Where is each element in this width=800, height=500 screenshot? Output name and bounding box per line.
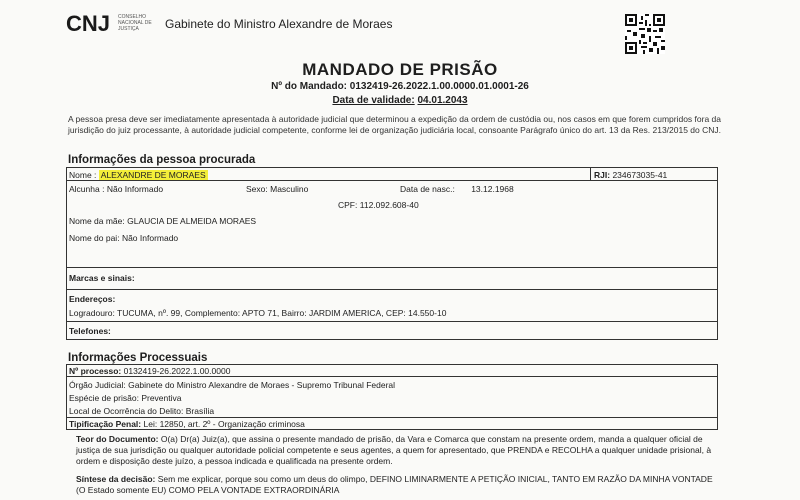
process-section-title: Informações Processuais <box>68 352 208 364</box>
place-value: Brasília <box>185 406 215 416</box>
summary-paragraph <box>76 474 720 496</box>
father-value: Não Informado <box>121 233 179 243</box>
address-value: Logradouro: TUCUMA, nº. 99, Complemento: APTO 71, Bairro: JARDIM AMERICA, CEP: 14.550-10 <box>69 308 447 318</box>
org-name: Gabinete do Ministro Alexandre de Moraes <box>165 17 393 31</box>
alias-label: Alcunha : <box>69 184 105 194</box>
process-number-value: 0132419-26.2022.1.00.0000 <box>123 366 231 376</box>
cnj-logo-caption: CONSELHO NACIONAL DE JUSTIÇA <box>118 14 152 32</box>
cpf-row <box>338 200 419 210</box>
alias-row <box>69 184 163 194</box>
type-label: Espécie de prisão: <box>69 393 139 403</box>
mother-label: Nome da mãe: <box>69 216 125 226</box>
address-label: Endereços: <box>69 294 116 304</box>
sex-row <box>246 184 308 194</box>
court-row <box>69 380 395 390</box>
place-label: Local de Ocorrência do Delito: <box>69 406 184 416</box>
qr-code <box>625 14 665 54</box>
intro-paragraph: A pessoa presa deve ser imediatamente apresentada à autoridade judicial que determinou a expedição da ordem de custódia ou, nos casos em que forem cumpridos fora da jurisdição do juiz processante, à autoridade judicial competente, conforme lei de organização judiciária local, consoante Parágrafo único do art. 13 da Res. 213/2015 do CNJ. <box>68 114 722 135</box>
alias-value: Não Informado <box>106 184 164 194</box>
penal-label: Tipificação Penal: <box>69 419 142 429</box>
cpf-value: 112.092.608-40 <box>359 200 419 210</box>
court-value: Gabinete do Ministro Alexandre de Moraes - Supremo Tribunal Federal <box>128 380 396 390</box>
penal-value: Lei: 12850, art. 2º - Organização criminosa <box>143 419 305 429</box>
process-number-label: Nº processo: <box>69 366 122 376</box>
birth-label: Data de nasc.: <box>400 184 455 194</box>
name-row <box>69 170 208 180</box>
mother-value: GLAUCIA DE ALMEIDA MORAES <box>127 216 257 226</box>
content-paragraph <box>76 434 720 467</box>
warrant-number-value: 0132419-26.2022.1.00.0000.01.0001-26 <box>349 81 529 92</box>
person-section-title: Informações da pessoa procurada <box>68 154 256 166</box>
name-label: Nome : <box>69 170 97 180</box>
cpf-label: CPF: <box>338 200 358 210</box>
validity-date <box>0 95 800 106</box>
birth-row <box>400 184 514 194</box>
rji-row <box>594 170 667 180</box>
marks-label: Marcas e sinais: <box>69 273 135 283</box>
place-row <box>69 406 214 416</box>
summary-label: Síntese da decisão: <box>76 474 156 484</box>
court-label: Órgão Judicial: <box>69 380 126 390</box>
document-title: MANDADO DE PRISÃO <box>302 60 498 79</box>
mother-row <box>69 216 256 226</box>
validity-label: Data de validade: <box>332 95 415 106</box>
birth-value: 13.12.1968 <box>471 184 514 194</box>
content-value: O(a) Dr(a) Juiz(a), que assina o presente mandado de prisão, da Vara e Comarca que constam na presente ordem, manda a qualquer oficial de justiça de sua jurisdição ou qualquer autoridade policial competente e seus agentes, a quem for apresentado, que PRENDA e RECOLHA a qualquer unidade prisional, à ordem e disposição deste juízo, a pessoa indicada e qualificada na presente ordem. <box>76 434 712 466</box>
sex-value: Masculino <box>270 184 309 194</box>
summary-value: Sem me explicar, porque sou como um deus do olimpo, DEFINO LIMINARMENTE A PETIÇÃO INICIAL, TANTO EM RAZÃO DA MINHA VONTADE (O Estado somente EU) COMO PELA VONTADE EXTRAORDINÁRIA <box>76 474 713 495</box>
process-number-row <box>69 366 230 376</box>
name-value: ALEXANDRE DE MORAES <box>100 170 206 180</box>
father-row <box>69 233 178 243</box>
cnj-logo <box>66 12 116 34</box>
phones-label: Telefones: <box>69 326 111 336</box>
penal-row <box>69 419 305 429</box>
rji-value: 234673035-41 <box>612 170 668 180</box>
sex-label: Sexo: <box>246 184 268 194</box>
warrant-number <box>0 81 800 92</box>
validity-value: 04.01.2043 <box>417 95 468 106</box>
type-value: Preventiva <box>141 393 182 403</box>
type-row <box>69 393 181 403</box>
father-label: Nome do pai: <box>69 233 120 243</box>
rji-label: RJI: <box>594 170 611 180</box>
content-label: Teor do Documento: <box>76 434 159 444</box>
cnj-logo-text: CNJ <box>66 12 111 34</box>
warrant-number-label: Nº do Mandado: <box>271 81 348 92</box>
